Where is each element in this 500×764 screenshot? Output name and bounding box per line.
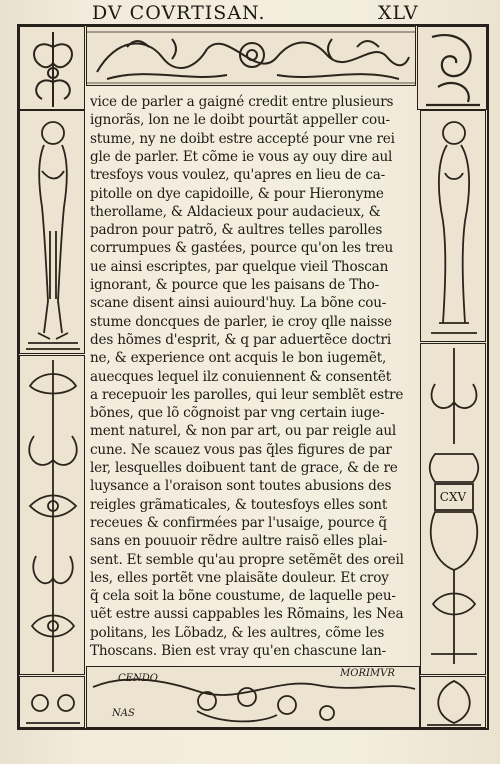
bottom-right-corner-woodcut (420, 676, 486, 728)
text-line: reigles grãmaticales, & toutesfoys elles sont (90, 496, 388, 513)
text-line: auecques lequel ilz conuiennent & consentẽt (90, 368, 391, 385)
running-title: DV COVRTISAN. (92, 2, 266, 24)
text-line: luysance a l'oraison sont toutes abusions des (90, 478, 392, 495)
text-line: tresfoys vous voulez, qu'apres en lieu de ca- (90, 167, 386, 184)
folio-number: XLV (378, 2, 419, 24)
text-line: sans en pouuoir rẽdre aultre raisõ elles plai- (90, 533, 388, 550)
text-line: stume, ny ne doibt estre accepté pour vne rei (90, 130, 395, 147)
banner-text-right: MORIMVR (340, 668, 395, 679)
vase-label: CXV (439, 490, 467, 504)
top-right-corner-woodcut (417, 26, 487, 110)
text-line: des hõmes d'esprit, & q par aduertẽce doctri (90, 331, 391, 348)
text-line: q̃ cela soit la bõne coustume, de laquelle peu- (90, 588, 396, 605)
text-line: ne, & experience ont acquis le bon iugemẽt, (90, 350, 387, 367)
text-line: a recepuoir les parolles, qui leur semblẽt estre (90, 386, 404, 403)
text-line: uẽt estre aussi cappables les Rõmains, les Nea (90, 606, 404, 623)
text-line: receues & confirmées par l'usaige, pource q̃ (90, 514, 387, 531)
text-line: sent. Et semble qu'au propre setẽmẽt des oreil (90, 551, 404, 568)
text-line: corrumpues & gastées, pource qu'on les treu (90, 240, 394, 257)
text-line: cune. Ne scauez vous pas q̃les figures de par (90, 441, 392, 458)
left-figure-woodcut (19, 110, 85, 354)
left-pillar-woodcut (19, 355, 85, 675)
banner-text-left: CENDO (118, 673, 158, 684)
text-line: therollame, & Aldacieux pour audacieux, & (90, 203, 381, 220)
text-line: stume doncques de parler, ie croy qlle naisse (90, 313, 392, 330)
text-line: les, elles portẽt vne plaisãte douleur. Et croy (90, 569, 389, 586)
text-line: ignorãs, lon ne le doibt pourtãt appeller cou- (90, 112, 390, 129)
top-frieze-woodcut (86, 26, 416, 86)
text-line: padron pour patrõ, & aultres telles parolles (90, 222, 383, 239)
text-line: scane disent ainsi auiourd'huy. La bõne cou- (90, 295, 387, 312)
text-line: vice de parler a gaigné credit entre plusieurs (90, 94, 394, 110)
text-line: ment naturel, & non par art, ou par reigle aul (90, 423, 397, 440)
right-figure-woodcut (420, 110, 486, 342)
text-line: politans, les Lõbadz, & les aultres, cõme les (90, 624, 385, 641)
text-line: ue ainsi escriptes, par quelque vieil Thoscan (90, 258, 389, 275)
banner-text-bottom: NAS (112, 708, 135, 719)
text-line: gle de parler. Et cõme ie vous ay ouy dire aul (90, 148, 393, 165)
text-line: Thoscans. Bien est vray qu'en chascune lan- (90, 643, 387, 659)
running-head (0, 2, 500, 26)
text-line: ler, lesquelles doibuent tant de grace, & de re (90, 460, 398, 476)
text-line: pitolle on dye capidoille, & pour Hieronyme (90, 185, 384, 202)
right-vase-pillar-woodcut (420, 343, 486, 675)
text-line: ignorant, & pource que les paisans de Tho- (90, 277, 380, 293)
bottom-left-corner-woodcut (19, 676, 85, 728)
top-left-corner-woodcut (19, 26, 85, 110)
text-line: bõnes, que lõ cõgnoist par vng certain iuge- (90, 405, 385, 422)
